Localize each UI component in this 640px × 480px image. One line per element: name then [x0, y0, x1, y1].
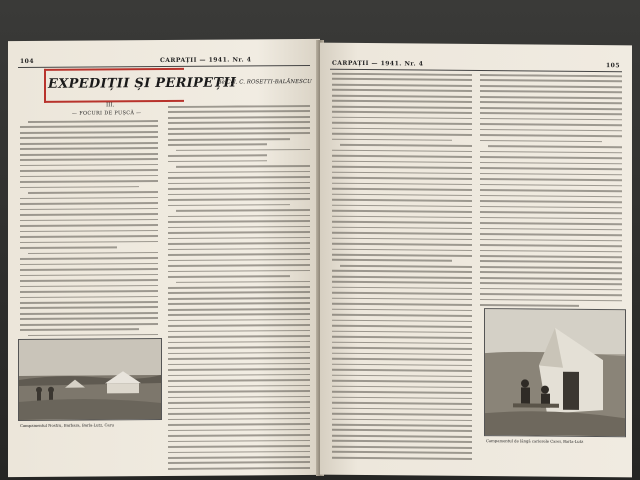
right-text-column-2 [480, 74, 622, 311]
right-page-number: 105 [606, 62, 621, 70]
right-photo [484, 308, 626, 437]
left-photo [18, 338, 162, 421]
left-text-column-2 [168, 105, 310, 470]
left-running-head: CARPAȚII — 1941. Nr. 4 [160, 56, 252, 65]
article-byline: de Col. C. ROSETTI-BALĂNESCU [218, 78, 312, 86]
left-page [8, 39, 320, 477]
right-photo-caption: Campamentul de lângă carierele Carei, Barla-Lutz [486, 438, 584, 444]
right-running-head: CARPAȚII — 1941. Nr. 4 [332, 59, 424, 68]
left-page-number: 104 [20, 57, 35, 66]
right-page [320, 43, 632, 478]
section-title: — FOCURI DE PUȘCĂ — [72, 110, 142, 117]
left-photo-caption: Campamentul Nostru, Barbara, Barla-Lutz, Caru [20, 422, 114, 429]
right-header-rule [330, 69, 622, 73]
article-title: EXPEDIȚII ȘI PERIPEȚII [48, 75, 237, 92]
right-text-column-1 [332, 73, 472, 462]
section-number: III. [106, 102, 115, 109]
